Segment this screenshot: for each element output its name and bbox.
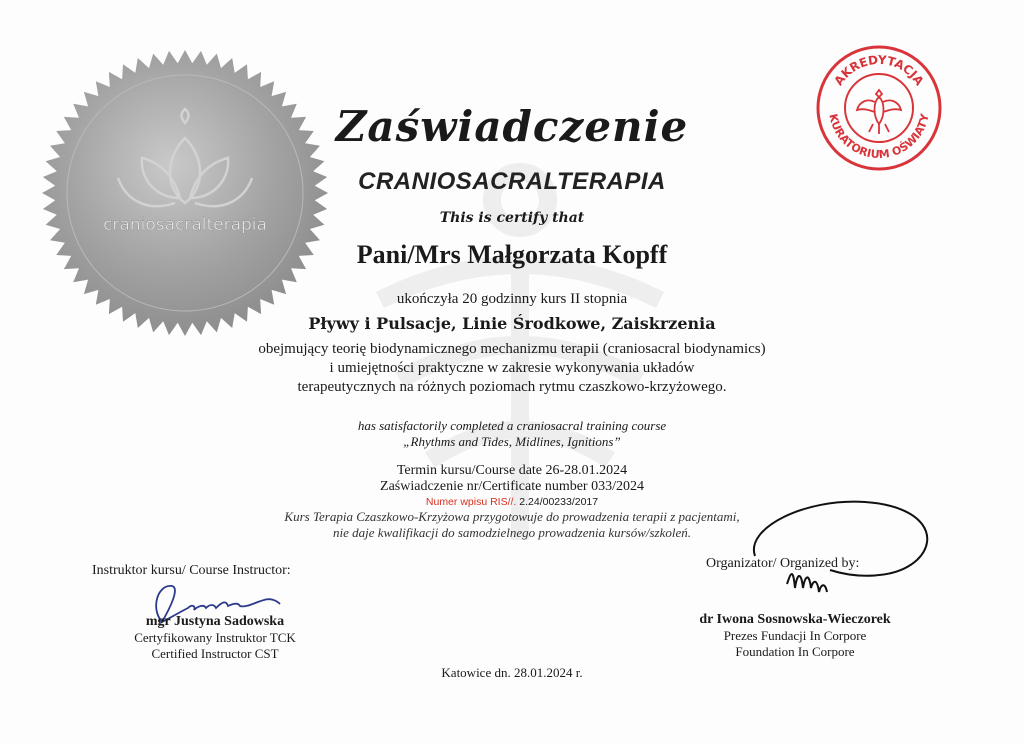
recipient-name: Pani/Mrs Małgorzata Kopff bbox=[356, 240, 668, 269]
course-description bbox=[0, 340, 1024, 397]
note-line: Kurs Terapia Czaszkowo-Krzyżowa przygotowuje do prowadzenia terapii z pacjentami, bbox=[284, 509, 740, 524]
note-line: nie daje kwalifikacji do samodzielnego prowadzenia kursów/szkoleń. bbox=[332, 525, 692, 540]
certificate-number: Zaświadczenie nr/Certificate number 033/2024 bbox=[380, 479, 644, 494]
place-date: Katowice dn. 28.01.2024 r. bbox=[441, 665, 583, 680]
organizer-role-pl: Prezes Fundacji In Corpore bbox=[723, 628, 867, 643]
course-title-pl: Pływy i Pulsacje, Linie Środkowe, Zaiskrzenia bbox=[308, 314, 716, 333]
organizer-signature bbox=[735, 488, 955, 628]
organizer-name: dr Iwona Sosnowska-Wieczorek bbox=[699, 612, 891, 627]
description-line: obejmujący teorię biodynamicznego mechanizmu terapii (craniosacral biodynamics) bbox=[258, 341, 766, 357]
ris-label: Numer wpisu RIS//. bbox=[425, 496, 517, 508]
completed-en: has satisfactorily completed a craniosacral training course bbox=[357, 418, 667, 433]
seal-text: craniosacralterapia bbox=[103, 215, 267, 235]
instructor-label: Instruktor kursu/ Course Instructor: bbox=[92, 563, 291, 578]
course-date: Termin kursu/Course date 26-28.01.2024 bbox=[396, 463, 628, 478]
certificate-subtitle: CRANIOSACRALTERAPIA bbox=[358, 168, 666, 195]
course-title-en: „Rhythms and Tides, Midlines, Ignitions” bbox=[403, 434, 621, 449]
instructor-block bbox=[95, 614, 335, 662]
instructor-role-en: Certified Instructor CST bbox=[151, 646, 279, 661]
instructor-role-pl: Certyfikowany Instruktor TCK bbox=[134, 630, 296, 645]
description-line: i umiejętności praktyczne w zakresie wykonywania układów bbox=[329, 360, 695, 376]
organizer-role-en: Foundation In Corpore bbox=[735, 644, 855, 659]
certify-line: This is certify that bbox=[439, 210, 585, 226]
certificate-title: Zaświadczenie bbox=[335, 102, 689, 151]
completed-pl: ukończyła 20 godzinny kurs II stopnia bbox=[396, 291, 628, 307]
stamp-top-text: AKREDYTACJA bbox=[831, 52, 927, 89]
instructor-name: mgr Justyna Sadowska bbox=[145, 614, 285, 629]
description-line: terapeutycznych na różnych poziomach rytmu czaszkowo-krzyżowego. bbox=[297, 379, 727, 395]
organizer-label: Organizator/ Organized by: bbox=[706, 556, 860, 571]
stamp-bottom-text: KURATORIUM OŚWIATY bbox=[826, 112, 932, 162]
ris-value: 2.24/00233/2017 bbox=[519, 496, 599, 508]
organizer-block bbox=[660, 612, 930, 660]
